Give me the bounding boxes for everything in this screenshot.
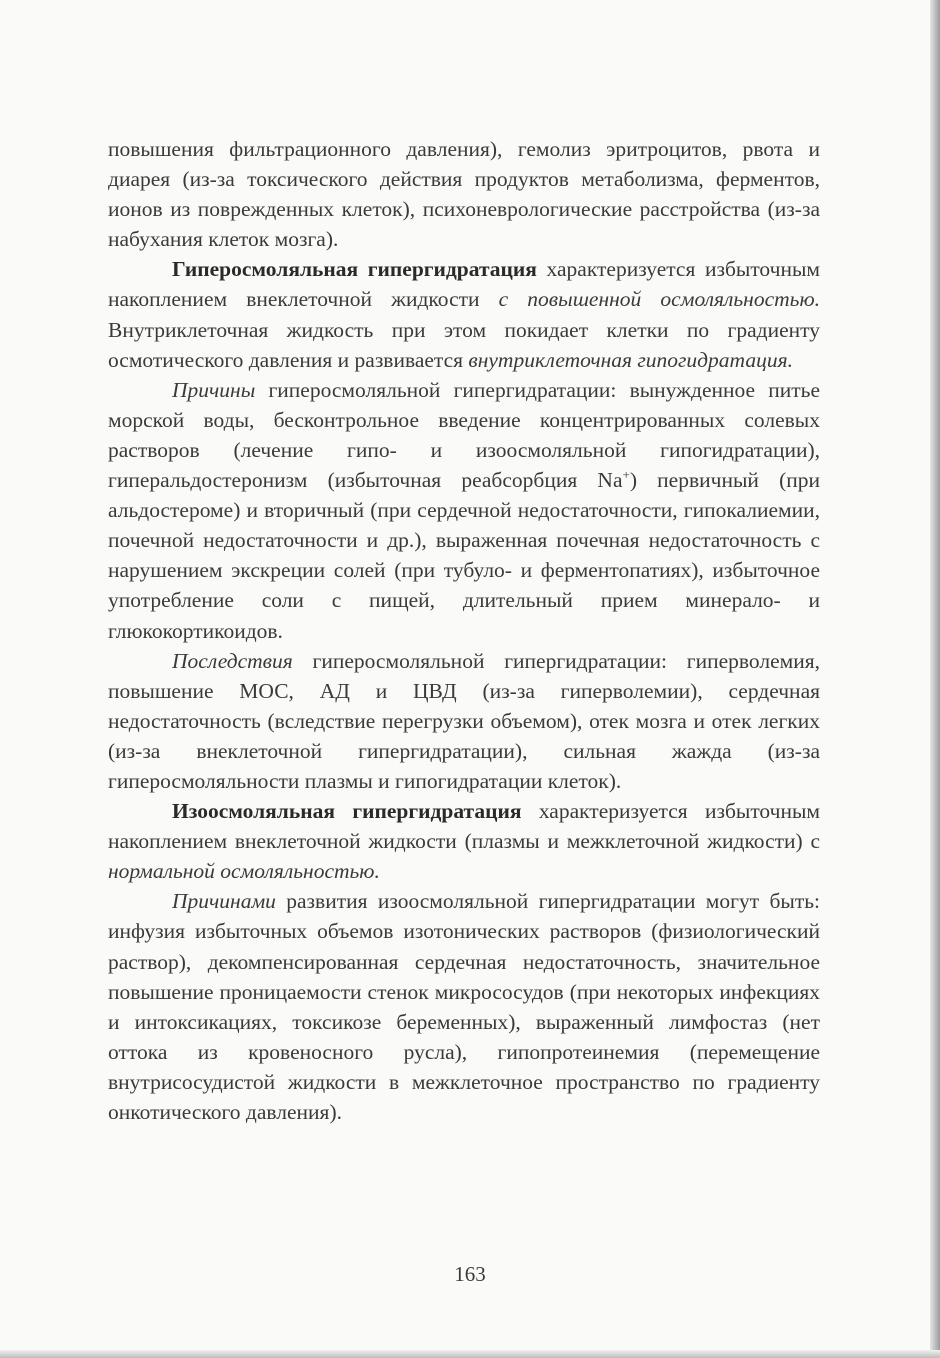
text-run: ) первичный (при альдостероме) и вторичный (при сердечной недостаточности, гипокалиемии, почечной недостаточности и др.), выраженная почечная недостаточность с нарушением экскреции солей (при тубуло- и ферментопатиях), избыточное употребление соли с пищей, длительный прием минерало- и глюкокортикоидов. [108, 468, 820, 643]
paragraph-isoosmolal-causes [108, 886, 820, 1127]
body-text [108, 134, 820, 1127]
italic-term: нормальной осмоляльностью. [108, 859, 380, 884]
italic-term: Причинами [172, 889, 276, 914]
bold-term: Гиперосмоляльная гипергидратация [172, 257, 537, 282]
italic-term: Причины [172, 377, 256, 402]
italic-term: с повышенной осмоляльностью. [498, 287, 820, 312]
paragraph-continuation [108, 134, 820, 254]
text-run: гиперосмоляльной гипергидратации: гиперволемия, повышение МОС, АД и ЦВД (из-за гиперволемии), сердечная недостаточность (вследствие перегрузки объемом), отек мозга и отек легких (из-за внеклеточной гипергидратации), сильная жажда (из-за гиперосмоляльности плазмы и гипогидратации клеток). [108, 648, 820, 793]
paragraph-isoosmolal-definition [108, 796, 820, 886]
text-run: характеризуется избыточным накоплением внеклеточной жидкости [108, 257, 820, 312]
page-edge-shadow [930, 0, 940, 1358]
italic-term: Последствия [172, 648, 293, 673]
text-run: гиперосмоляльной гипергидратации: вынужденное питье морской воды, бесконтрольное введение концентрированных солевых растворов (лечение гипо- и изоосмоляльной гипогидратации), гиперальдостеронизм (избыточная реабсорбция Na [108, 377, 820, 493]
italic-term: внутриклеточная гипогидратация. [468, 347, 793, 372]
paragraph-hyperosmolal-consequences [108, 646, 820, 796]
text-run: характеризуется избыточным накоплением внеклеточной жидкости (плазмы и межклеточной жидкости) с [108, 799, 820, 854]
superscript: + [622, 466, 630, 482]
text-run: повышения фильтрационного давления), гемолиз эритроцитов, рвота и диарея (из-за токсического действия продуктов метаболизма, ферментов, ионов из поврежденных клеток), психоневрологические расстройства (из-за набухания клеток мозга). [108, 137, 820, 252]
text-run: развития изоосмоляльной гипергидратации могут быть: инфузия избыточных объемов изотонических растворов (физиологический раствор), декомпенсированная сердечная недостаточность, значительное повышение проницаемости стенок микрососудов (при некоторых инфекциях и интоксикациях, токсикозе беременных), выраженный лимфостаз (нет оттока из кровеносного русла), гипопротеинемия (перемещение внутрисосудистой жидкости в межклеточное пространство по градиенту онкотического давления). [108, 889, 820, 1124]
page-bottom-shadow [0, 1350, 940, 1358]
paragraph-hyperosmolal-causes [108, 375, 820, 646]
text-run: Внутриклеточная жидкость при этом покидает клетки по градиенту осмотического давления и развивается [108, 317, 820, 372]
paragraph-hyperosmolal-definition [108, 254, 820, 374]
page-number: 163 [454, 1262, 486, 1286]
bold-term: Изоосмоляльная гипергидратация [172, 799, 522, 824]
